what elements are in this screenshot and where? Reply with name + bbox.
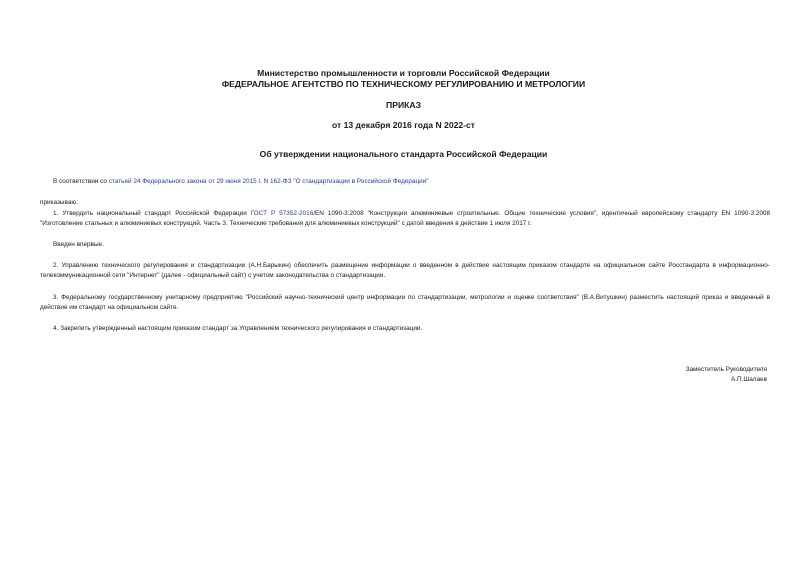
document-date-number: от 13 декабря 2016 года N 2022-ст xyxy=(331,120,476,130)
intro-prefix: В соответствии со xyxy=(53,178,109,185)
paragraph-3: 3. Федеральному государственному унитарному предприятию "Российский научно-технический центр информации по стандартизации, метрологии и оценке соответствия" (В.А.Витушкин) разместить настоящий приказ и введенный в действие им стандарт на официальном сайте. xyxy=(40,294,770,311)
document-type: ПРИКАЗ xyxy=(386,100,421,110)
signatory-name: А.П.Шалаев xyxy=(730,376,767,383)
federal-law-link[interactable]: статьей 24 Федерального закона от 29 июня 2015 г. N 162-ФЗ "О стандартизации в Российской Федерации" xyxy=(108,178,429,185)
orders-line: приказываю: xyxy=(40,199,78,206)
signature-block xyxy=(686,365,767,385)
agency-name: ФЕДЕРАЛЬНОЕ АГЕНТСТВО ПО ТЕХНИЧЕСКОМУ РЕГУЛИРОВАНИЮ И МЕТРОЛОГИИ xyxy=(221,79,586,89)
paragraph-1 xyxy=(40,209,770,228)
document-subject: Об утверждении национального стандарта Российской Федерации xyxy=(259,149,548,159)
paragraph-2: 2. Управлению технического регулирования и стандартизации (А.Н.Барыкин) обеспечить размещение информации о введенном в действие настоящим приказом стандарте на официальном сайте Росстандарта в информационно-телекоммуникационной сети "Интернет" (далее - официальный сайт) с учетом законодательства о стандартизации. xyxy=(40,262,770,279)
paragraph-1-prefix: 1. Утвердить национальный стандарт Российской Федерации xyxy=(53,210,251,217)
intro-paragraph xyxy=(40,177,770,187)
introduced-first-note: Введен впервые. xyxy=(53,241,104,248)
document-header xyxy=(0,68,807,90)
gost-link[interactable]: ГОСТ Р 57352-2016 xyxy=(250,210,314,217)
ministry-name: Министерство промышленности и торговли Российской Федерации xyxy=(257,68,550,78)
signatory-position: Заместитель Руководителя xyxy=(685,366,767,373)
paragraph-1-suffix: /EN 1090-3:2008 "Конструкции алюминиевые строительные. Общие технические условия", идентичный европейскому стандарту EN 1090-3:2008 "Изготовление стальных и алюминиевых конструкций. Часть 3. Технические требования для алюминиевых конструкций" с датой введения в действие 1 июля 2017 г. xyxy=(40,210,770,227)
paragraph-4: 4. Закрепить утвержденный настоящим приказом стандарт за Управлением технического регулирования и стандартизации. xyxy=(53,325,423,332)
